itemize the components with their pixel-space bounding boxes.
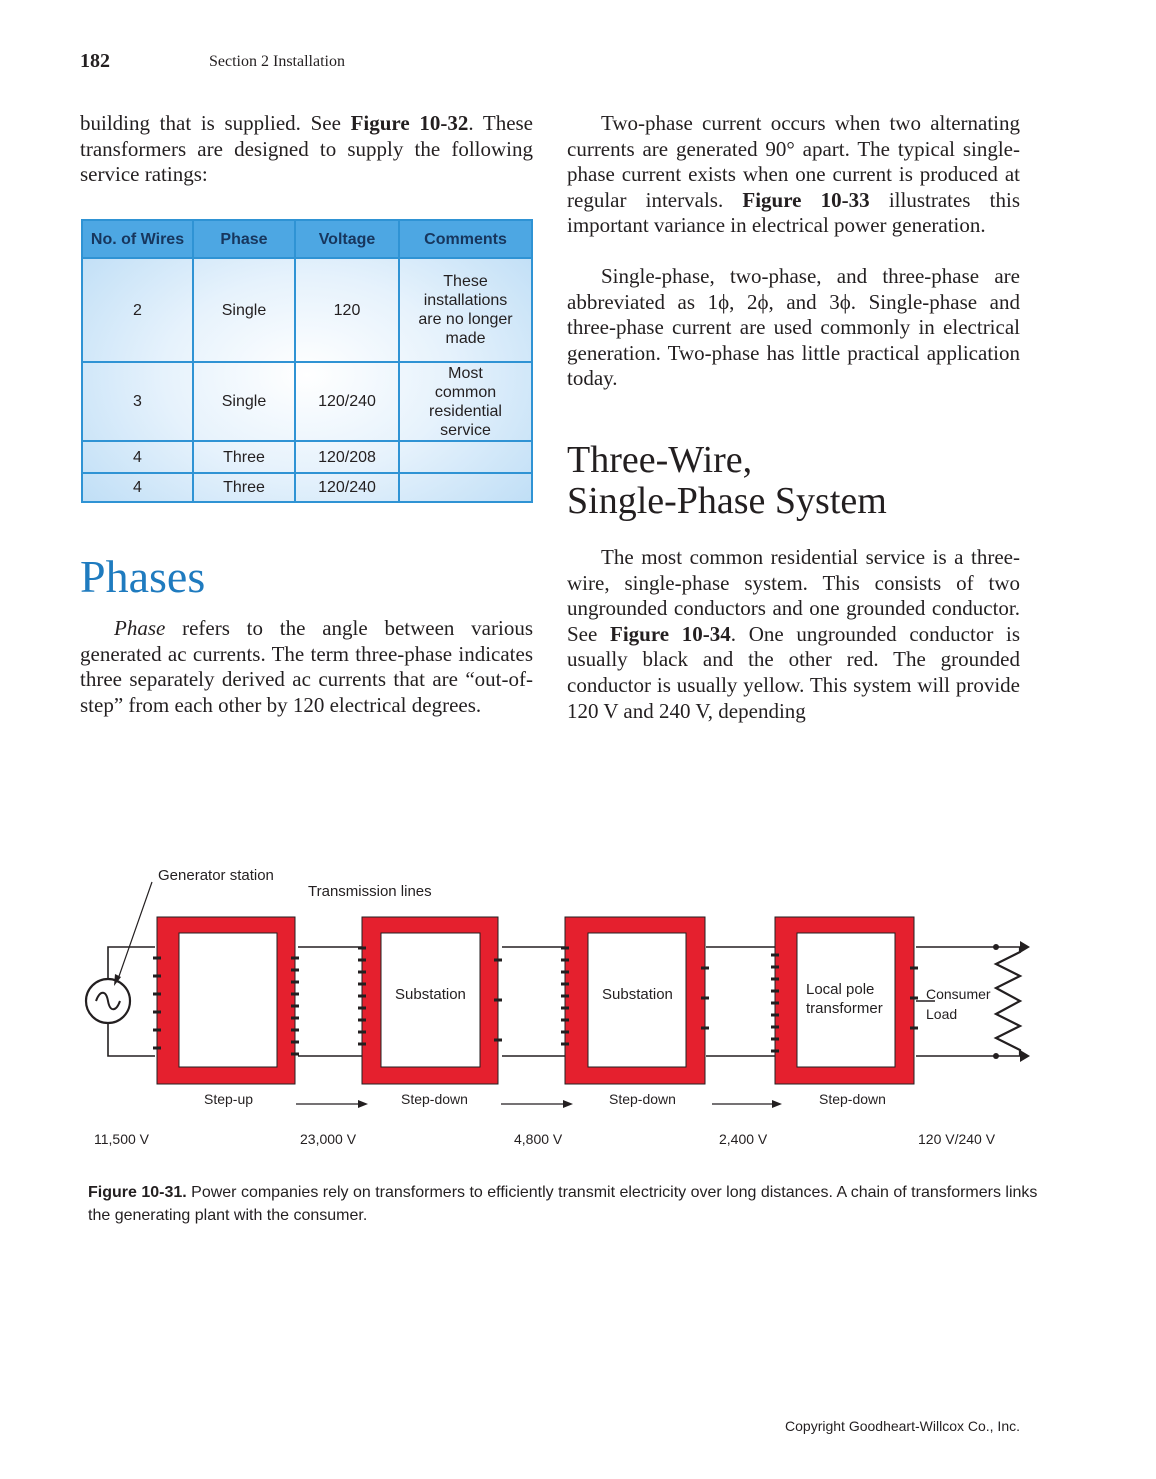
table-cell: These installations are no longer made (418, 273, 513, 347)
figure-caption: Figure 10-31. Power companies rely on transformers to efficiently transmit electricity over long distances. A chain of transformers links the generating plant with the consumer. (88, 1184, 1038, 1224)
step-label: Step-down (401, 1091, 468, 1107)
phases-heading: Phases (80, 551, 206, 602)
table-cell: 2 (83, 259, 194, 361)
table-cell: 120/208 (296, 442, 400, 472)
table-row (83, 442, 531, 474)
substation-label: Substation (395, 986, 466, 1003)
figure-ref[interactable]: Figure 10-34 (610, 621, 731, 646)
table-row (83, 259, 531, 363)
column-header: Voltage (296, 221, 400, 257)
transmission-label: Transmission lines (308, 883, 432, 900)
voltage-label: 4,800 V (514, 1131, 563, 1147)
table-row (83, 474, 531, 501)
load-resistor-icon (996, 947, 1020, 1056)
transformer-chain-diagram (80, 860, 1040, 1160)
table-cell (400, 474, 531, 501)
table-header-row (83, 221, 531, 259)
table-cell: 120 (296, 259, 400, 361)
local-pole-label: Local pole (806, 981, 875, 998)
table-cell: Most common residential service (429, 364, 502, 439)
output-arrow-icon (1020, 1050, 1030, 1062)
substation-label: Substation (602, 986, 673, 1003)
output-arrow-icon (1020, 941, 1030, 953)
figure-ref[interactable]: Figure 10-33 (742, 187, 870, 212)
generator-label: Generator station (158, 867, 274, 884)
copyright: Copyright Goodheart-Willcox Co., Inc. (785, 1418, 1020, 1434)
phases-paragraph: Phase refers to the angle between various generated ac currents. The term three-phase indicates three separately derived ac currents that are “out-of-step” from each other by 120 electrical degrees. (80, 616, 533, 717)
table-cell: 120/240 (296, 363, 400, 440)
table-cell: Single (194, 259, 296, 361)
column-header: Phase (194, 221, 296, 257)
table-cell: Three (194, 442, 296, 472)
arrowhead-icon (563, 1100, 573, 1108)
transformer-step-up (157, 917, 295, 1084)
consumer-label: Load (926, 1006, 958, 1022)
table-cell: 120/240 (296, 474, 400, 501)
voltage-label: 11,500 V (94, 1131, 150, 1147)
arrowhead-icon (772, 1100, 782, 1108)
terminal-dot (993, 944, 999, 950)
coil-windings (153, 948, 918, 1054)
column-header: No. of Wires (83, 221, 194, 257)
three-wire-paragraph: The most common residential service is a three-wire, single-phase system. This consists of two ungrounded conductors and one grounded conductor. See Figure 10-34. One ungrounded conductor is usually black and the other red. The grounded conductor is usually yellow. This system will provide 120 V and 240 V, depending (567, 545, 1020, 723)
transmission-wires (108, 947, 1020, 1056)
column-header: Comments (424, 230, 507, 248)
generator-pointer (117, 882, 152, 982)
consumer-label: Consumer (926, 986, 991, 1002)
table-row (83, 363, 531, 442)
table-cell: 3 (83, 363, 194, 440)
service-ratings-table (81, 219, 533, 503)
arrowhead-icon (358, 1100, 368, 1108)
step-label: Step-down (609, 1091, 676, 1107)
step-label: Step-down (819, 1091, 886, 1107)
voltage-label: 120 V/240 V (918, 1131, 996, 1147)
table-cell: 4 (83, 474, 194, 501)
intro-paragraph: building that is supplied. See Figure 10-32. These transformers are designed to supply the following service ratings: (80, 111, 534, 187)
terminal-dot (993, 1053, 999, 1059)
voltage-label: 2,400 V (719, 1131, 768, 1147)
table-cell: Three (194, 474, 296, 501)
two-phase-paragraph: Two-phase current occurs when two alternating currents are generated 90° apart. The typical single-phase current exists when one current is produced at regular intervals. Figure 10-33 illustrates this important variance in electrical power generation. (567, 111, 1020, 238)
step-label: Step-up (204, 1091, 254, 1107)
table-cell: Single (194, 363, 296, 440)
table-cell: 4 (83, 442, 194, 472)
local-pole-label: transformer (806, 1000, 883, 1017)
abbreviation-paragraph: Single-phase, two-phase, and three-phase are abbreviated as 1ϕ, 2ϕ, and 3ϕ. Single-phase and three-phase current are used commonly in electrical generation. Two-phase has little practical application today. (567, 264, 1020, 391)
page-number: 182 (80, 50, 110, 72)
table-cell (400, 442, 531, 472)
section-label: Section 2 Installation (209, 53, 345, 70)
figure-ref[interactable]: Figure 10-32 (350, 111, 469, 135)
voltage-label: 23,000 V (300, 1131, 357, 1147)
three-wire-heading: Three-Wire, Single-Phase System (567, 439, 887, 522)
